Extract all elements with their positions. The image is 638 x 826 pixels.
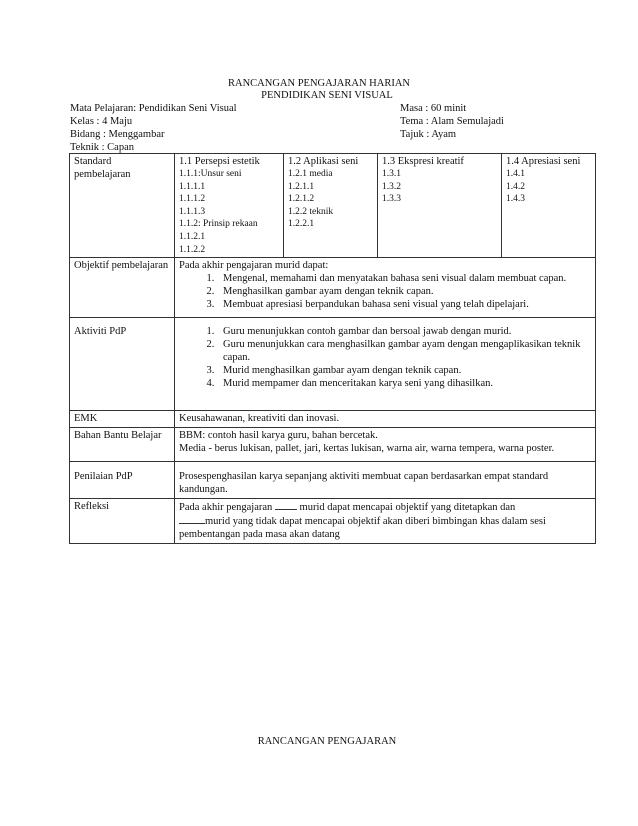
standard-item: 1.4.3	[506, 194, 525, 205]
standard-item: 1.2.1.2	[288, 194, 315, 205]
standard-item: 1.1.1:Unsur seni	[179, 169, 242, 179]
meta-mata-pelajaran: Mata Pelajaran: Pendidikan Seni Visual	[70, 103, 237, 114]
row-objektif	[70, 258, 596, 318]
standard-item: 1.4.2	[506, 181, 525, 192]
row-aktiviti	[70, 318, 596, 411]
label-emk: EMK	[70, 411, 175, 428]
row-standard	[70, 154, 596, 258]
meta-teknik: Teknik : Capan	[70, 142, 134, 153]
list-item: 2. Guru menunjukkan cara menghasilkan gambar ayam dengan mengaplikasikan teknik capan.	[217, 338, 591, 364]
standard-item: 1.1.2: Prinsip rekaan	[179, 219, 258, 230]
standard-heading: 1.1 Persepsi estetik	[179, 156, 260, 167]
label-refleksi: Refleksi	[70, 499, 175, 544]
refleksi-text: murid yang tidak dapat mencapai objektif akan diberi bimbingan khas dalam sesi pembentangan pada masa akan datang	[179, 516, 546, 541]
list-item: 4. Murid mempamer dan menceritakan karya seni yang dihasilkan.	[217, 377, 591, 390]
meta-tajuk: Tajuk : Ayam	[400, 129, 457, 140]
bbm-line: BBM: contoh hasil karya guru, bahan bercetak.	[179, 430, 378, 442]
standard-heading: 1.4 Apresiasi seni	[506, 156, 581, 167]
label-objektif: Objektif pembelajaran	[70, 258, 175, 318]
row-bbm	[70, 428, 596, 462]
standard-item: 1.3.1	[382, 169, 401, 179]
standard-col	[378, 154, 502, 257]
standard-heading: 1.3 Ekspresi kreatif	[382, 156, 464, 167]
refleksi-text: Pada akhir pengajaran	[179, 502, 273, 514]
label-standard: Standard pembelajaran	[70, 154, 175, 258]
list-item: 1. Mengenal, memahami dan menyatakan bahasa seni visual dalam membuat capan.	[217, 272, 591, 285]
standard-col	[502, 154, 596, 257]
list-item: 1. Guru menunjukkan contoh gambar dan bersoal jawab dengan murid.	[217, 325, 591, 338]
meta-masa: Masa : 60 minit	[400, 103, 467, 114]
blank-line	[275, 500, 297, 510]
standards-cell	[175, 154, 596, 258]
document-subtitle: PENDIDIKAN SENI VISUAL	[261, 90, 393, 101]
standard-col	[284, 154, 378, 257]
standard-item: 1.1.2.2	[179, 244, 206, 255]
standard-item: 1.1.2.1	[179, 231, 206, 242]
refleksi-text: murid dapat mencapai objektif yang ditetapkan dan	[299, 502, 516, 514]
row-emk	[70, 411, 596, 428]
standard-item: 1.2.1 media	[288, 169, 333, 179]
objektif-list	[179, 272, 591, 311]
label-penilaian: Penilaian PdP	[70, 462, 175, 499]
row-penilaian	[70, 462, 596, 499]
refleksi-cell	[175, 499, 596, 544]
objektif-intro: Pada akhir pengajaran murid dapat:	[179, 260, 329, 272]
label-aktiviti: Aktiviti PdP	[70, 318, 175, 411]
standard-item: 1.3.3	[382, 194, 401, 205]
meta-bidang: Bidang : Menggambar	[70, 129, 165, 140]
standard-heading: 1.2 Aplikasi seni	[288, 156, 359, 167]
aktiviti-cell	[175, 318, 596, 411]
standard-item: 1.2.2 teknik	[288, 206, 334, 217]
media-line: Media - berus lukisan, pallet, jari, kertas lukisan, warna air, warna tempera, warna poster.	[179, 443, 555, 455]
footer-text: RANCANGAN PENGAJARAN	[257, 736, 397, 747]
label-bbm: Bahan Bantu Belajar	[70, 428, 175, 462]
standard-item: 1.1.1.3	[179, 206, 206, 217]
emk-value: Keusahawanan, kreativiti dan inovasi.	[175, 411, 596, 428]
standard-item: 1.1.1.2	[179, 194, 206, 205]
standard-item: 1.3.2	[382, 181, 401, 192]
standard-col	[175, 154, 284, 257]
standards-grid	[175, 154, 595, 257]
aktiviti-list	[179, 325, 591, 390]
standard-item: 1.1.1.1	[179, 181, 206, 192]
standard-item: 1.2.2.1	[288, 219, 315, 230]
list-item: 3. Murid menghasilkan gambar ayam dengan teknik capan.	[217, 364, 591, 377]
objektif-cell	[175, 258, 596, 318]
bbm-cell	[175, 428, 596, 462]
meta-kelas: Kelas : 4 Maju	[70, 116, 133, 127]
standard-item: 1.4.1	[506, 169, 525, 179]
document-title: RANCANGAN PENGAJARAN HARIAN	[227, 78, 410, 89]
blank-line	[179, 514, 205, 524]
list-item: 3. Membuat apresiasi berpandukan bahasa seni visual yang telah dipelajari.	[217, 298, 591, 311]
penilaian-value: Prosespenghasilan karya sepanjang aktiviti membuat capan berdasarkan empat standard kandungan.	[175, 462, 596, 499]
row-refleksi	[70, 499, 596, 544]
list-item: 2. Menghasilkan gambar ayam dengan teknik capan.	[217, 285, 591, 298]
standard-item: 1.2.1.1	[288, 181, 315, 192]
meta-tema: Tema : Alam Semulajadi	[400, 116, 504, 127]
lesson-plan-table	[69, 153, 596, 544]
